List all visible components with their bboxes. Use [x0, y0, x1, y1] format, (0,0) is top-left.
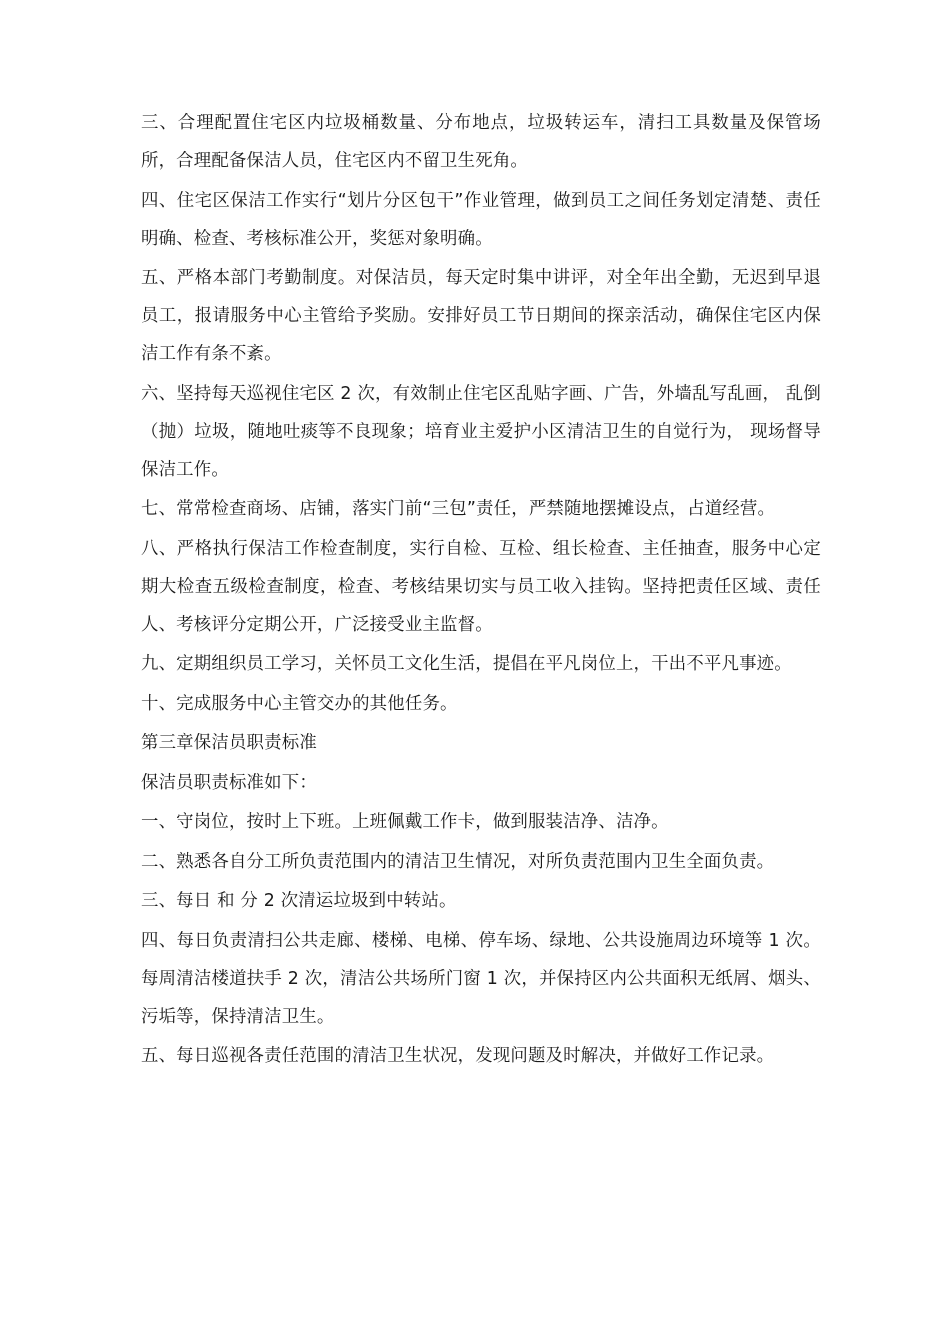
- paragraph-section3-item3: 三、每日 和 分 2 次清运垃圾到中转站。: [141, 891, 457, 911]
- paragraph-section3-item2: 二、熟悉各自分工所负责范围内的清洁卫生情况，对所负责范围内卫生全面负责。: [141, 851, 775, 872]
- paragraph-section2-item10: 十、完成服务中心主管交办的其他任务。: [141, 693, 458, 714]
- paragraph-section2-item8: 八、严格执行保洁工作检查制度，实行自检、互检、组长检查、主任抽查，服务中心定期大检查五级检查制度，检查、考核结果切实与员工收入挂钩。坚持把责任区域、责任人、考核评分定期公开，广泛接受业主监督。: [141, 538, 821, 635]
- paragraph-section2-item4: 四、住宅区保洁工作实行“划片分区包干”作业管理，做到员工之间任务划定清楚、责任明确、检查、考核标准公开，奖惩对象明确。: [141, 190, 821, 249]
- paragraph-section3-item5: 五、每日巡视各责任范围的清洁卫生状况，发现问题及时解决，并做好工作记录。: [141, 1046, 775, 1066]
- paragraph-section2-item5: 五、严格本部门考勤制度。对保洁员，每天定时集中讲评，对全年出全勤，无迟到早退员工，报请服务中心主管给予奖励。安排好员工节日期间的探亲活动，确保住宅区内保洁工作有条不紊。: [141, 268, 821, 364]
- paragraph-section2-item3: 三、合理配置住宅区内垃圾桶数量、分布地点，垃圾转运车，清扫工具数量及保管场所，合理配备保洁人员，住宅区内不留卫生死角。: [141, 113, 821, 171]
- chapter-heading: 第三章保洁员职责标准: [141, 733, 317, 753]
- paragraph-section2-item7: 七、常常检查商场、店铺，落实门前“三包”责任，严禁随地摆摊设点，占道经营。: [141, 499, 776, 519]
- paragraph-section3-item4: 四、每日负责清扫公共走廊、楼梯、电梯、停车场、绿地、公共设施周边环境等 1 次。每周清洁楼道扶手 2 次，清洁公共场所门窗 1 次，并保持区内公共面积无纸屑、烟头、污垢等，保持清洁卫生。: [141, 930, 821, 1027]
- document-page: [141, 104, 821, 1077]
- paragraph-section2-item9: 九、定期组织员工学习，关怀员工文化生活，提倡在平凡岗位上，干出不平凡事迹。: [141, 654, 792, 674]
- paragraph-section2-item6: 六、坚持每天巡视住宅区 2 次，有效制止住宅区乱贴字画、广告，外墙乱写乱画， 乱倒（抛）垃圾，随地吐痰等不良现象；培育业主爱护小区清洁卫生的自觉行为， 现场督导保洁工作。: [141, 383, 821, 480]
- paragraph-section3-item1: 一、守岗位，按时上下班。上班佩戴工作卡，做到服装洁净、洁净。: [141, 812, 669, 832]
- chapter-intro: 保洁员职责标准如下：: [141, 772, 317, 793]
